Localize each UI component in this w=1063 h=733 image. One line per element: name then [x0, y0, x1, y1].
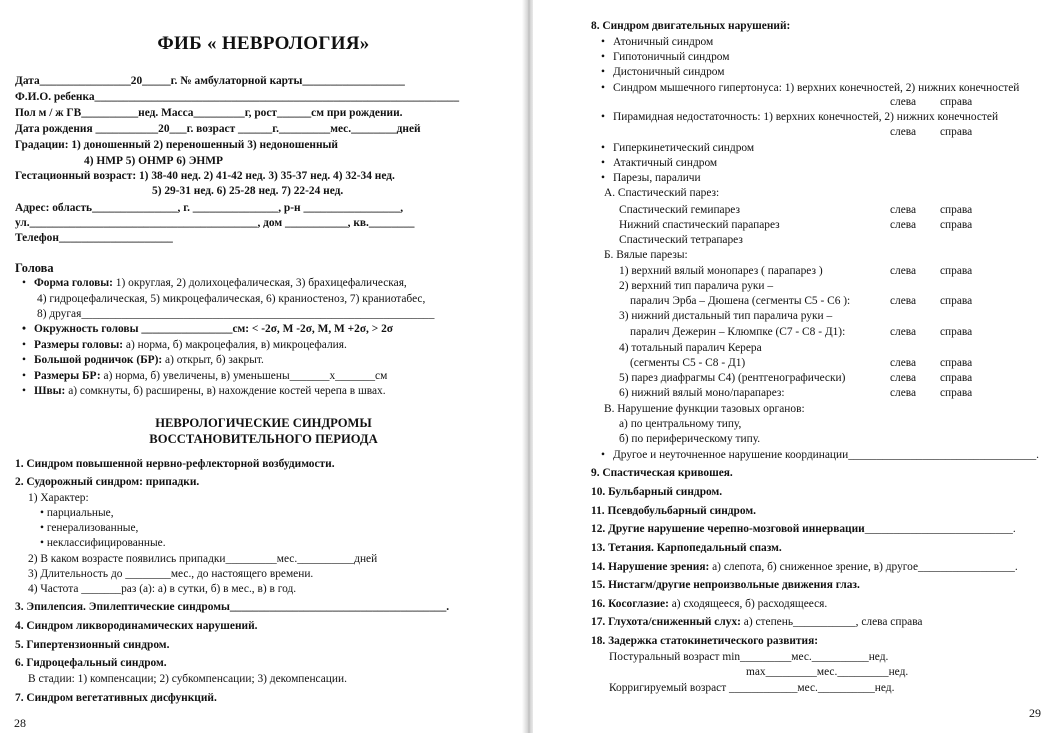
head-line-circumference: • Окружность головы ________________см: < -2σ, М -2σ, М, М +2σ, > 2σ — [22, 323, 393, 336]
bullet-hyperkinetic: • Гиперкинетический синдром — [601, 142, 754, 155]
form-line-gradations: Градации: 1) доношенный 2) переношенный 3) недоношенный — [15, 139, 338, 151]
bullet-hypotonic: • Гипотоничный синдром — [601, 51, 729, 64]
form-title: ФИБ « НЕВРОЛОГИЯ» — [157, 33, 370, 54]
diaphragm-paresis: 5) парез диафрагмы С4) (рентгенографически) — [619, 372, 846, 384]
head-line-shape: • Форма головы: 1) округлая, 2) долихоцефалическая, 3) брахицефалическая, — [22, 277, 407, 290]
monoparesis-side-right: справа — [940, 265, 973, 277]
klumpke-side-right: справа — [940, 326, 973, 338]
head-line-shape-2: 4) гидроцефалическая, 5) микроцефалическая, 6) краниостеноз, 7) краниотабес, — [37, 293, 426, 305]
seizure-onset-age: 2) В каком возрасте появились припадки_________мес.__________дней — [28, 553, 378, 565]
seizure-frequency: 4) Частота _______раз (а): а) в сутки, б) в мес., в) в год. — [28, 583, 297, 595]
erb-duchenne-paralysis: паралич Эрба – Дюшена (сегменты С5 - С6 ): — [630, 295, 851, 307]
bullet-paresis: • Парезы, параличи — [601, 172, 701, 185]
diaphragm-side-right: справа — [940, 372, 973, 384]
item-16: 16. Косоглазие: а) сходящееся, б) расходящееся. — [591, 598, 828, 610]
pelvic-peripheral-type: б) по периферическому типу. — [619, 433, 761, 445]
hemiparesis-side-right: справа — [940, 204, 973, 216]
bullet-hypertonus: • Синдром мышечного гипертонуса: 1) верхних конечностей, 2) нижних конечностей — [601, 82, 1019, 95]
spastic-paraparesis: Нижний спастический парапарез — [619, 219, 780, 231]
pyramidal-side-left: слева — [890, 126, 917, 138]
lower-flaccid-paraparesis: 6) нижний вялый моно/парапарез: — [619, 387, 785, 399]
lower-flaccid-side-right: справа — [940, 387, 973, 399]
kerer-segments: (сегменты С5 - С8 - Д1) — [630, 357, 746, 369]
item-9: 9. Спастическая кривошея. — [591, 467, 733, 479]
flaccid-paresis-title: Б. Вялые парезы: — [604, 249, 688, 261]
head-line-fontanelle-size: • Размеры БР: а) норма, б) увеличены, в) уменьшены_______х_______см — [22, 370, 387, 383]
erb-side-left: слева — [890, 295, 917, 307]
head-line-fontanelle: • Большой родничок (БР): а) открыт, б) закрыт. — [22, 354, 264, 367]
form-line-birthdate: Дата рождения ___________20___г. возраст ______г._________мес.________дней — [15, 123, 421, 135]
section-title-line-1: НЕВРОЛОГИЧЕСКИЕ СИНДРОМЫ — [155, 416, 372, 430]
bullet-ataxic: • Атактичный синдром — [601, 157, 717, 170]
syndrome-7: 7. Синдром вегетативных дисфункций. — [15, 692, 217, 704]
form-line-date: Дата________________20_____г. № амбулаторной карты__________________ — [15, 75, 405, 87]
kerer-side-right: справа — [940, 357, 973, 369]
syndrome-3: 3. Эпилепсия. Эпилептические синдромы______________________________________. — [15, 601, 450, 613]
item-11: 11. Псевдобульбарный синдром. — [591, 505, 756, 517]
postural-age-min: Постуральный возраст min_________мес.__________нед. — [609, 651, 889, 663]
form-line-sex: Пол м / ж ГВ__________нед. Масса_________г, рост______см при рождении. — [15, 107, 403, 119]
form-line-name: Ф.И.О. ребенка________________________________________________________________ — [15, 91, 460, 103]
form-line-gestation: Гестационный возраст: 1) 38-40 нед. 2) 41-42 нед. 3) 35-37 нед. 4) 32-34 нед. — [15, 170, 395, 182]
syndrome-1: 1. Синдром повышенной нервно-рефлекторной возбудимости. — [15, 458, 335, 470]
bullet-coordination: • Другое и неуточненное нарушение координации_________________________________. — [601, 449, 1039, 462]
form-line-address: Адрес: область_______________, г. _______________, р-н _________________, — [15, 202, 404, 214]
klumpke-side-left: слева — [890, 326, 917, 338]
right-page — [533, 0, 1063, 733]
paraparesis-side-right: справа — [940, 219, 973, 231]
diaphragm-side-left: слева — [890, 372, 917, 384]
lower-flaccid-side-left: слева — [890, 387, 917, 399]
head-line-shape-3: 8) другая______________________________________________________________ — [37, 308, 435, 320]
pelvic-dysfunction-title: В. Нарушение функции тазовых органов: — [604, 403, 805, 415]
spastic-tetraparesis: Спастический тетрапарез — [619, 234, 743, 246]
hypertonus-side-right: справа — [940, 96, 973, 108]
seizure-unclassified: • неклассифицированные. — [40, 537, 166, 549]
seizure-generalized: • генерализованные, — [40, 522, 139, 534]
form-line-street: ул.________________________________________, дом ___________, кв.________ — [15, 217, 415, 229]
pyramidal-side-right: справа — [940, 126, 973, 138]
spastic-hemiparesis: Спастический гемипарез — [619, 204, 740, 216]
form-line-gradations-2: 4) НМР 5) ОНМР 6) ЭНМР — [84, 155, 223, 167]
upper-arm-paralysis: 2) верхний тип паралича руки – — [619, 280, 774, 292]
bullet-atonic: • Атоничный синдром — [601, 36, 713, 49]
lower-distal-arm-paralysis: 3) нижний дистальный тип паралича руки – — [619, 310, 833, 322]
page-number-left: 28 — [14, 716, 26, 730]
head-line-sutures: • Швы: а) сомкнуты, б) расширены, в) нахождение костей черепа в швах. — [22, 385, 386, 398]
paraparesis-side-left: слева — [890, 219, 917, 231]
left-page — [0, 0, 527, 733]
seizure-duration: 3) Длительность до ________мес., до настоящего времени. — [28, 568, 314, 580]
syndrome-4: 4. Синдром ликвородинамических нарушений. — [15, 620, 258, 632]
dejerine-klumpke-paralysis: паралич Дежерин – Клюмпке (С7 - С8 - Д1): — [630, 326, 846, 338]
corrected-age: Корригируемый возраст ____________мес.__________нед. — [609, 682, 895, 694]
form-line-phone: Телефон____________________ — [15, 232, 173, 244]
seizure-partial: • парциальные, — [40, 507, 114, 519]
bullet-dystonic: • Дистоничный синдром — [601, 66, 724, 79]
kerer-side-left: слева — [890, 357, 917, 369]
postural-age-max: max_________мес._________нед. — [746, 666, 909, 678]
item-10: 10. Бульбарный синдром. — [591, 486, 723, 498]
item-15: 15. Нистагм/другие непроизвольные движения глаз. — [591, 579, 860, 591]
hemiparesis-side-left: слева — [890, 204, 917, 216]
head-section-title: Голова — [15, 261, 54, 275]
pelvic-central-type: а) по центральному типу, — [619, 418, 742, 430]
item-14: 14. Нарушение зрения: а) слепота, б) сниженное зрение, в) другое_________________. — [591, 561, 1018, 573]
item-18: 18. Задержка статокинетического развития: — [591, 635, 819, 647]
hydrocephalus-stages: В стадии: 1) компенсации; 2) субкомпенсации; 3) декомпенсации. — [28, 673, 347, 685]
erb-side-right: справа — [940, 295, 973, 307]
syndrome-2: 2. Судорожный синдром: припадки. — [15, 476, 200, 488]
spastic-paresis-title: А. Спастический парез: — [604, 187, 720, 199]
flaccid-upper-monoparesis: 1) верхний вялый монопарез ( парапарез ) — [619, 265, 823, 277]
item-13: 13. Тетания. Карпопедальный спазм. — [591, 542, 782, 554]
syndrome-5: 5. Гипертензионный синдром. — [15, 639, 170, 651]
item-17: 17. Глухота/сниженный слух: а) степень___________, слева справа — [591, 616, 923, 628]
bullet-pyramidal: • Пирамидная недостаточность: 1) верхних конечностей, 2) нижних конечностей — [601, 111, 998, 124]
monoparesis-side-left: слева — [890, 265, 917, 277]
section-title-line-2: ВОССТАНОВИТЕЛЬНОГО ПЕРИОДА — [149, 432, 378, 446]
head-line-size: • Размеры головы: а) норма, б) макроцефалия, в) микроцефалия. — [22, 339, 347, 352]
item-12: 12. Другие нарушение черепно-мозговой иннервации__________________________. — [591, 523, 1016, 535]
form-line-gestation-2: 5) 29-31 нед. 6) 25-28 нед. 7) 22-24 нед. — [152, 185, 344, 197]
seizure-character: 1) Характер: — [28, 492, 89, 504]
total-kerer-paralysis: 4) тотальный паралич Керера — [619, 342, 762, 354]
hypertonus-side-left: слева — [890, 96, 917, 108]
syndrome-6: 6. Гидроцефальный синдром. — [15, 657, 167, 669]
page-number-right: 29 — [1029, 706, 1041, 720]
motor-syndrome-heading: 8. Синдром двигательных нарушений: — [591, 20, 791, 32]
